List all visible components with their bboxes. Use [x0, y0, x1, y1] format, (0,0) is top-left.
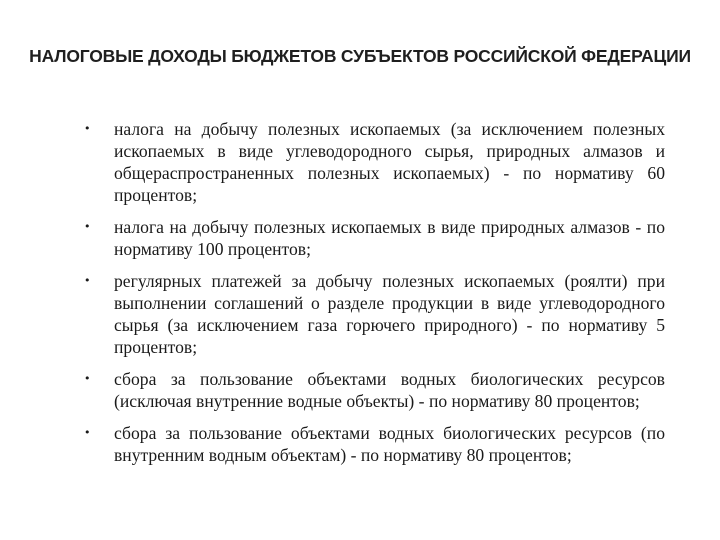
list-item [84, 270, 665, 358]
list-item [84, 368, 665, 412]
list-item-text: сбора за пользование объектами водных биологических ресурсов (исключая внутренние водные объекты) - по нормативу 80 процентов; [114, 369, 665, 411]
bullet-icon: • [84, 274, 91, 287]
list-item [84, 118, 665, 206]
bullet-icon: • [84, 122, 91, 135]
list-item [84, 216, 665, 260]
list-item [84, 422, 665, 466]
bullet-icon: • [84, 220, 91, 233]
list-item-text: сбора за пользование объектами водных биологических ресурсов (по внутренним водным объектам) - по нормативу 80 процентов; [114, 423, 665, 465]
slide-title: НАЛОГОВЫЕ ДОХОДЫ БЮДЖЕТОВ СУБЪЕКТОВ РОССИЙСКОЙ ФЕДЕРАЦИИ [29, 46, 691, 66]
bullet-icon: • [84, 372, 91, 385]
list-item-text: регулярных платежей за добычу полезных ископаемых (роялти) при выполнении соглашений о разделе продукции в виде углеводородного сырья (за исключением газа горючего природного) - по нормативу 5 процентов; [114, 271, 665, 357]
bullet-list [84, 118, 665, 476]
list-item-text: налога на добычу полезных ископаемых в виде природных алмазов - по нормативу 100 процентов; [114, 217, 665, 259]
list-item-text: налога на добычу полезных ископаемых (за исключением полезных ископаемых в виде углеводородного сырья, природных алмазов и общераспространенных полезных ископаемых) - по нормативу 60 процентов; [114, 119, 665, 205]
bullet-icon: • [84, 426, 91, 439]
